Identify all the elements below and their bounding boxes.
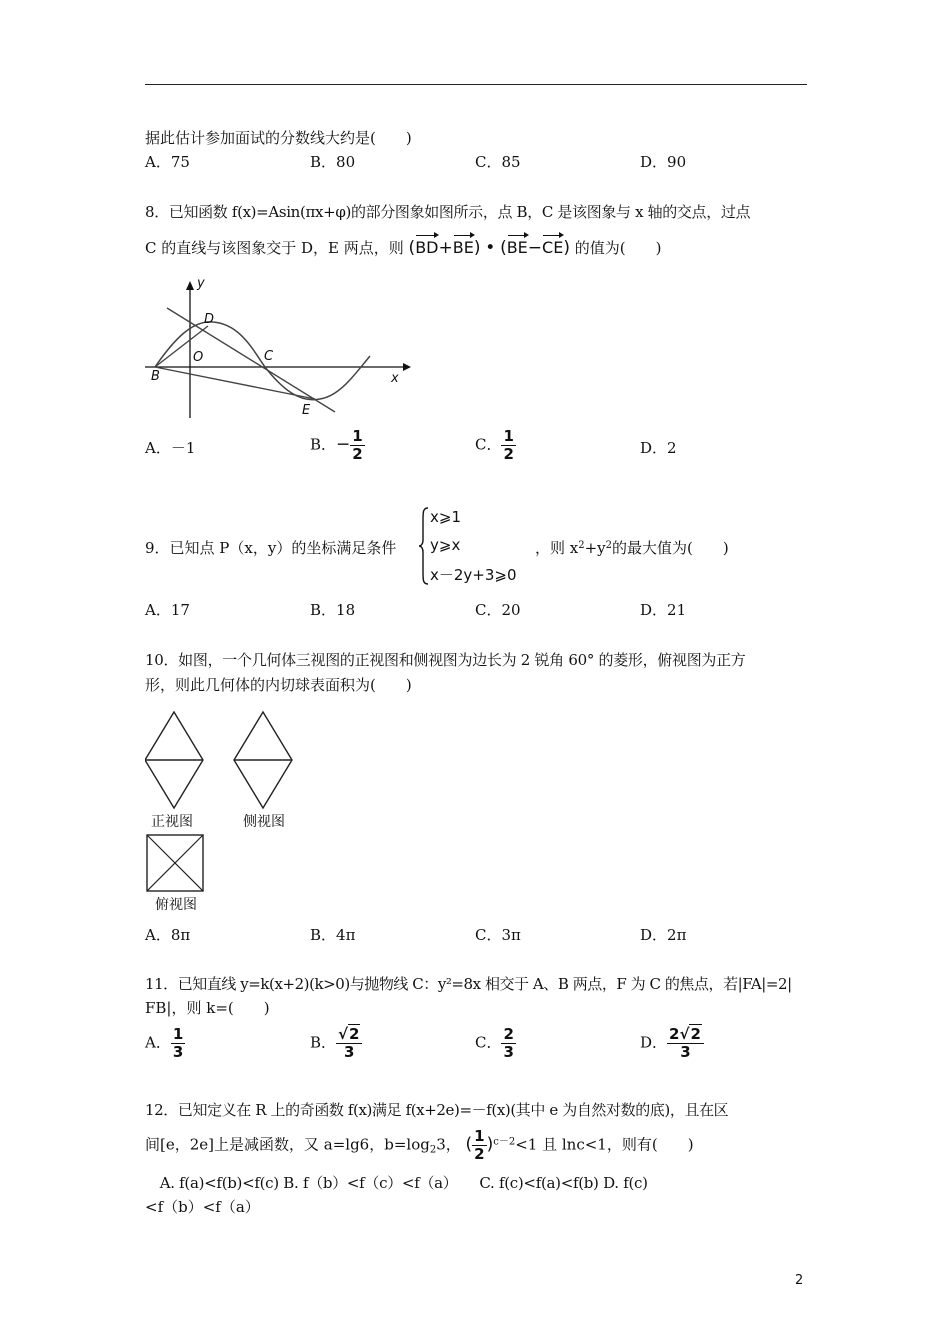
q9-constraint-system (418, 506, 528, 586)
q8-line2-text-b: 的值为( ) (574, 239, 662, 257)
q12-log-base: 2 (429, 1144, 437, 1156)
denominator: 3 (667, 1043, 704, 1061)
numerator: 2 (503, 1025, 514, 1043)
q9-post-c: 的最大值为( ) (612, 539, 729, 557)
q12-line2-a: 间[e，2e]上是减函数，又 a=lg6，b=log (145, 1135, 430, 1154)
header-rule (145, 84, 807, 85)
graph-label-e: E (302, 403, 311, 418)
q12-options-line1: A. f(a)<f(b)<f(c) B. f（b）<f（c）<f（a） C. f(c)<f(a)<f(b) D. f(c) (145, 1174, 648, 1192)
q9-sup1: 2 (578, 540, 585, 551)
q11-option-b-fraction (336, 1026, 362, 1061)
q11-option-d-fraction (667, 1026, 704, 1061)
page-number: 2 (795, 1273, 804, 1288)
q8-line2-text-a: C 的直线与该图象交于 D，E 两点，则 (145, 239, 404, 257)
q10-line1: 10．如图，一个几何体三视图的正视图和侧视图为边长为 2 锐角 60° 的菱形，俯视图为正方 (145, 651, 746, 669)
top-view-square (146, 834, 206, 894)
numerator: 1 (172, 1025, 184, 1043)
constraint-2: y⩾x (430, 536, 461, 554)
q11-option-c (475, 1026, 516, 1061)
q9-option-d: D．21 (640, 601, 687, 619)
q12-line1: 12．已知定义在 R 上的奇函数 f(x)满足 f(x+2e)=－f(x)(其中 e 为自然对数的底)，且在区 (145, 1101, 729, 1119)
vector-be-2: BE (506, 238, 528, 257)
q10-option-b: B．4π (310, 926, 356, 944)
q8-option-d: D．2 (640, 439, 677, 457)
graph-label-o: O (193, 350, 204, 365)
q8-option-b-fraction (350, 428, 364, 463)
q9-pre: 9．已知点 P（x，y）的坐标满足条件 (145, 539, 397, 557)
q8-option-b-sign: − (336, 434, 351, 455)
vector-be-1: BE (452, 238, 474, 257)
q10-line2: 形，则此几何体的内切球表面积为( ) (145, 676, 412, 694)
q7-option-d: D．90 (640, 153, 687, 171)
q8-lparen-1: ( (408, 238, 416, 258)
q12-rparen: ) (486, 1134, 494, 1155)
numerator: 1 (352, 427, 363, 445)
q8-line2 (145, 238, 661, 258)
denominator: 2 (352, 445, 363, 463)
q12-exponent: c－2 (493, 1136, 516, 1148)
sqrt-icon: √2 (679, 1025, 701, 1043)
q8-line1: 8．已知函数 f(x)=Asin(πx+φ)的部分图象如图所示，点 B，C 是该图象与 x 轴的交点，过点 (145, 203, 751, 221)
q8-option-c-fraction (501, 428, 515, 463)
graph-label-b: B (151, 369, 160, 384)
q12-line2 (145, 1128, 694, 1163)
q9-option-a: A．17 (145, 601, 190, 619)
vector-ce: CE (542, 238, 564, 257)
radicand: 2 (349, 1025, 360, 1043)
q11-option-d (640, 1026, 704, 1061)
q9-post-b: +y (584, 539, 606, 557)
sqrt-icon: √2 (338, 1025, 360, 1043)
denominator: 2 (474, 1145, 485, 1163)
q11-option-a-label: A． (145, 1033, 171, 1052)
q12-lparen: ( (465, 1134, 473, 1155)
q11-option-b-label: B． (310, 1033, 337, 1052)
q12-line2-c: <1 且 lnc<1，则有( ) (515, 1135, 694, 1154)
q8-option-a: A．－1 (145, 439, 196, 457)
coefficient: 2 (669, 1025, 680, 1043)
q8-rparen-2: ) (563, 238, 570, 258)
q9-post-a: ，则 x (535, 539, 579, 557)
q11-line2: FB|，则 k=( ) (145, 999, 270, 1017)
graph-label-y: y (197, 276, 205, 291)
y-axis-arrow (186, 281, 194, 290)
denominator: 3 (336, 1043, 362, 1061)
graph-label-d: D (204, 312, 215, 327)
q12-options-line2: <f（b）<f（a） (145, 1198, 260, 1216)
q7-option-b: B．80 (310, 153, 356, 171)
numerator (336, 1026, 362, 1043)
q11-line1: 11．已知直线 y=k(x+2)(k>0)与抛物线 C：y²=8x 相交于 A、B 两点，F 为 C 的焦点，若|FA|=2| (145, 975, 792, 993)
q11-option-b (310, 1026, 362, 1061)
three-views-top-row (145, 710, 295, 810)
side-view-label: 侧视图 (243, 814, 285, 830)
q11-option-d-label: D． (640, 1033, 668, 1052)
q8-graph (145, 278, 415, 423)
q7-tail-text: 据此估计参加面试的分数线大约是( ) (145, 129, 412, 147)
q9-post (535, 538, 729, 558)
numerator: 1 (474, 1127, 485, 1145)
q11-option-c-label: C． (475, 1033, 502, 1052)
q11-option-a-fraction (171, 1026, 185, 1061)
q8-option-c-label: C． (475, 435, 502, 454)
front-view-label: 正视图 (151, 814, 193, 830)
denominator: 3 (503, 1043, 514, 1061)
q8-plus: + (438, 238, 453, 258)
q8-minus: − (527, 238, 543, 258)
q8-option-c (475, 428, 516, 463)
denominator: 3 (172, 1043, 184, 1061)
q8-lparen-2: ( (500, 238, 507, 258)
constraint-3: x－2y+3⩾0 (430, 566, 517, 584)
q10-option-c: C．3π (475, 926, 521, 944)
x-axis-arrow (403, 363, 411, 371)
q11-option-a (145, 1026, 185, 1061)
q8-rparen-1: ) (473, 238, 481, 258)
q10-option-a: A．8π (145, 926, 191, 944)
q8-dot: • (485, 238, 496, 258)
radicand: 2 (690, 1025, 701, 1043)
vector-bd: BD (415, 238, 439, 257)
numerator (667, 1026, 704, 1043)
constraint-1: x⩾1 (430, 508, 461, 526)
q7-option-a: A．75 (145, 153, 190, 171)
q11-option-c-fraction (501, 1026, 515, 1061)
q9-option-b: B．18 (310, 601, 356, 619)
top-view-label: 俯视图 (155, 897, 197, 913)
segment-be (155, 367, 315, 399)
q9-option-c: C．20 (475, 601, 521, 619)
left-brace-icon (418, 506, 430, 586)
q7-option-c: C．85 (475, 153, 521, 171)
q12-half-fraction (472, 1128, 486, 1163)
q10-option-d: D．2π (640, 926, 687, 944)
q9-sup2: 2 (605, 540, 613, 551)
graph-label-x: x (391, 371, 399, 386)
q12-line2-b: 3， (436, 1135, 461, 1154)
graph-label-c: C (264, 349, 274, 364)
numerator: 1 (503, 427, 514, 445)
denominator: 2 (503, 445, 514, 463)
q8-option-b (310, 428, 365, 463)
q8-option-b-label: B． (310, 435, 337, 454)
